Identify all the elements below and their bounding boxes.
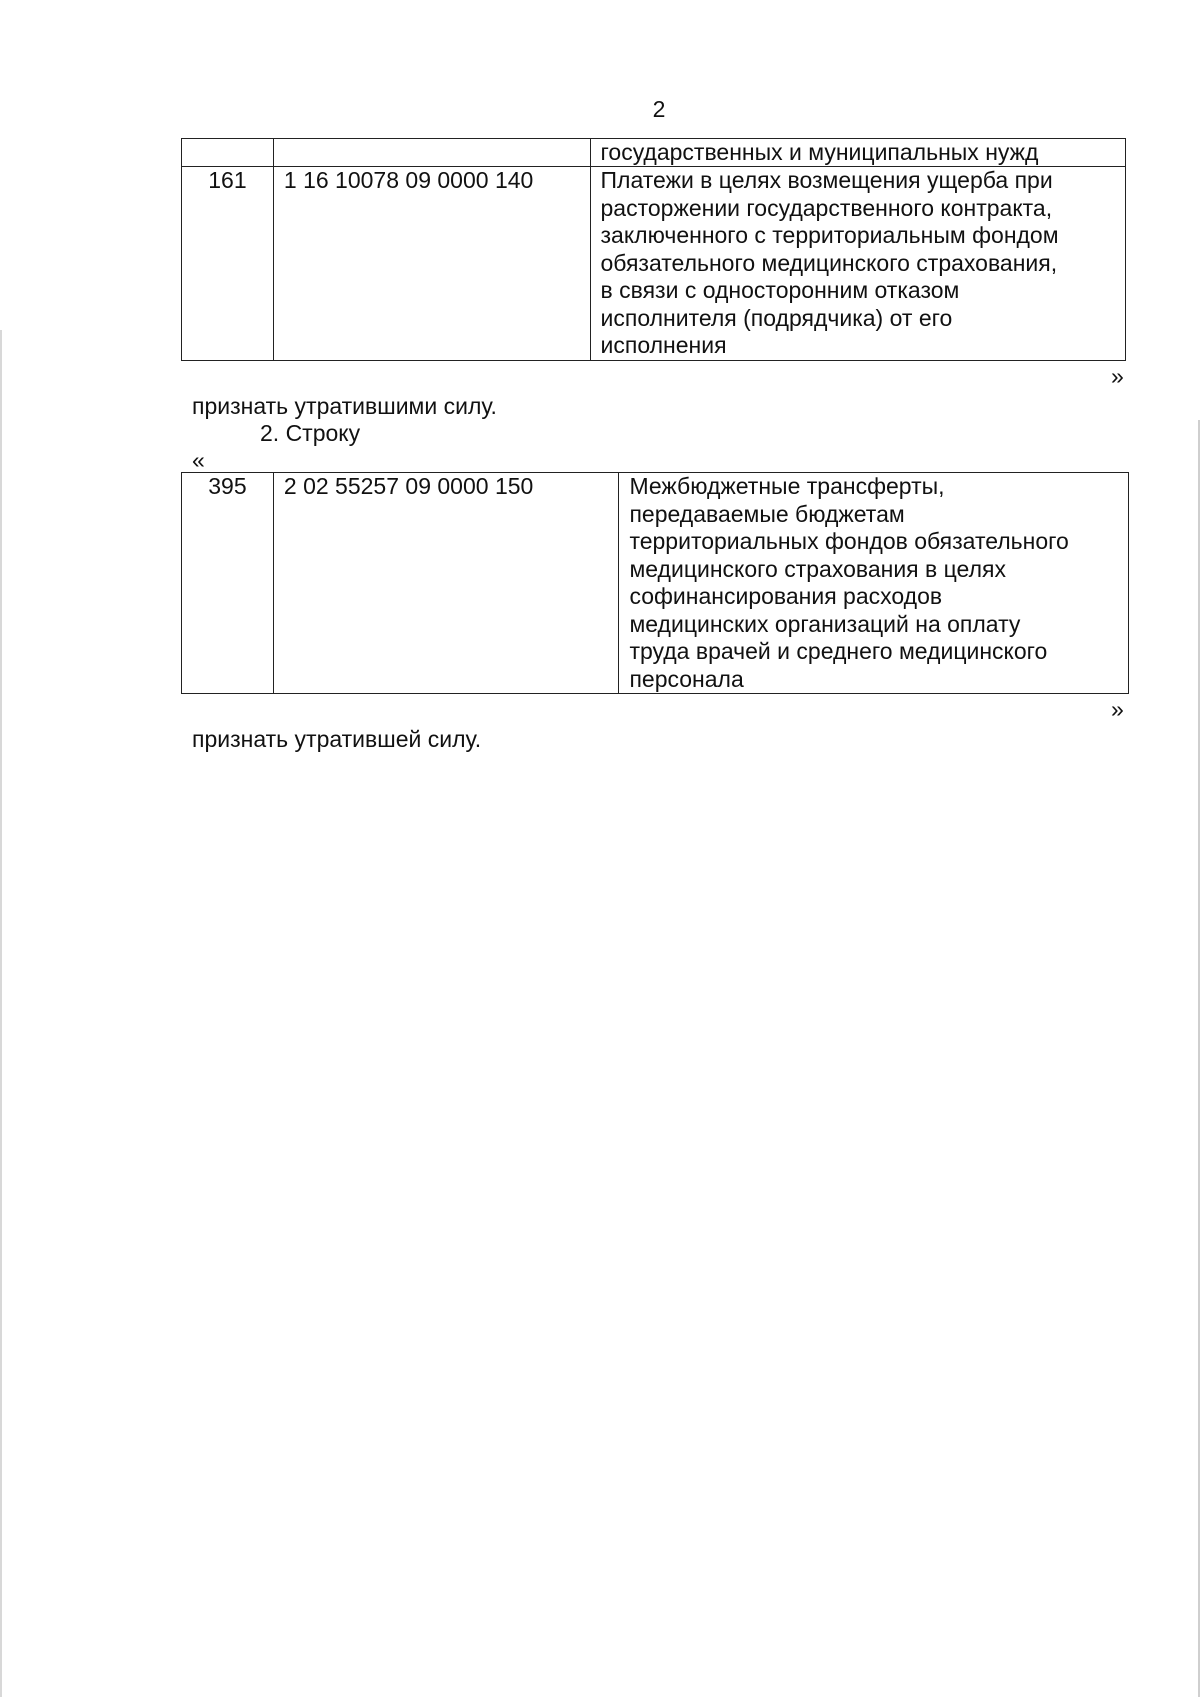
- revenue-codes-table-2: [181, 472, 1129, 694]
- description-cell: [619, 473, 1129, 694]
- description-line: расторжении государственного контракта,: [600, 194, 1053, 221]
- row-number-cell: [182, 139, 274, 167]
- closing-quote-mark: »: [1111, 363, 1124, 389]
- table-row: [182, 167, 1126, 361]
- description-line: софинансирования расходов: [629, 583, 943, 609]
- table-row: [182, 473, 1129, 694]
- code-cell: 1 16 10078 09 0000 140: [273, 167, 590, 361]
- page-number: 2: [652, 96, 666, 122]
- description-line: медицинских организаций на оплату: [629, 610, 1021, 637]
- description-line: Платежи в целях возмещения ущерба при: [600, 167, 1053, 193]
- scan-edge-left: [0, 330, 2, 1697]
- description-line: Межбюджетные трансферты,: [629, 473, 945, 499]
- description-line: обязательного медицинского страхования,: [600, 249, 1058, 276]
- description-line: в связи с односторонним отказом: [600, 277, 960, 303]
- closing-quote-mark: »: [1111, 696, 1124, 722]
- description-line: персонала: [629, 665, 744, 692]
- row-number-cell: 161: [182, 167, 274, 361]
- repeal-text: признать утратившими силу.: [192, 393, 497, 419]
- description-line: исполнения: [600, 332, 727, 358]
- code-cell: [273, 139, 590, 167]
- description-line: исполнителя (подрядчика) от его: [600, 304, 953, 331]
- description-line: передаваемые бюджетам: [629, 500, 905, 527]
- description-line: медицинского страхования в целях: [629, 555, 1006, 582]
- revenue-codes-table-1: [181, 138, 1126, 361]
- repeal-text: признать утратившей силу.: [192, 726, 482, 752]
- description-line: труда врачей и среднего медицинского: [629, 638, 1048, 664]
- opening-quote-mark: «: [192, 447, 205, 473]
- description-line: заключенного с территориальным фондом: [600, 222, 1059, 248]
- item-heading: 2. Строку: [260, 420, 361, 446]
- description-line: территориальных фондов обязательного: [629, 528, 1069, 554]
- description-cell: [590, 167, 1125, 361]
- code-cell: 2 02 55257 09 0000 150: [273, 473, 619, 694]
- row-number-cell: 395: [182, 473, 274, 694]
- description-cell: государственных и муниципальных нужд: [590, 139, 1125, 167]
- table-row-continuation: [182, 139, 1126, 167]
